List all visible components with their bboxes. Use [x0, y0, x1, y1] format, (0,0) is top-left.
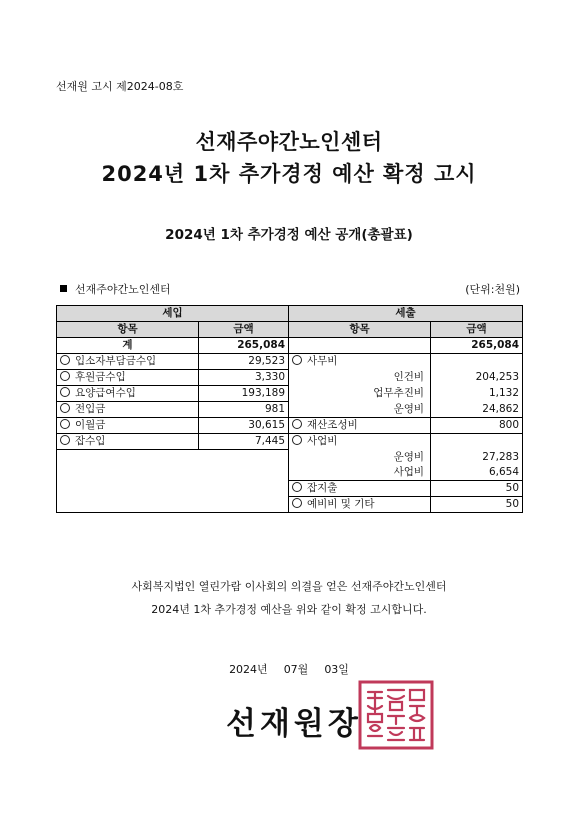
revenue-header: 세입 [57, 306, 289, 322]
circle-bullet-icon [292, 498, 302, 508]
table-row [57, 402, 523, 418]
notice-line1: 사회복지법인 열린가람 이사회의 의결을 얻은 선재주야간노인센터 [131, 580, 447, 593]
date-day: 03일 [324, 663, 349, 676]
expense-amount: 1,132 [431, 386, 523, 402]
revenue-amount: 193,189 [199, 386, 289, 402]
expense-total-label-cell [289, 338, 431, 354]
expense-amount: 204,253 [431, 370, 523, 386]
notice-line2: 2024년 1차 추가경정 예산을 위와 같이 확정 고시합니다. [151, 603, 427, 616]
table-row [57, 354, 523, 370]
revenue-amount: 30,615 [199, 418, 289, 434]
expense-amount: 50 [431, 480, 523, 496]
unit-label: (단위:천원) [465, 283, 520, 296]
notice-date [0, 661, 578, 677]
table-row [57, 434, 523, 450]
org-label [60, 281, 171, 297]
revenue-empty-block [57, 450, 289, 513]
circle-bullet-icon [60, 371, 70, 381]
page-title-line1: 선재주야간노인센터 [195, 130, 383, 154]
revenue-item: 전입금 [57, 402, 199, 418]
section-subtitle: 2024년 1차 추가경정 예산 공개(총괄표) [165, 227, 413, 243]
revenue-item: 입소자부담금수입 [57, 354, 199, 370]
circle-bullet-icon [60, 387, 70, 397]
table-subheader-row [57, 322, 523, 338]
revenue-amount-header: 금액 [199, 322, 289, 338]
revenue-item: 후원금수입 [57, 370, 199, 386]
seal-glyphs [368, 690, 424, 740]
expense-subitem: 인건비 [289, 370, 431, 386]
revenue-item: 잡수입 [57, 434, 199, 450]
revenue-amount: 29,523 [199, 354, 289, 370]
expense-amount-header: 금액 [431, 322, 523, 338]
official-seal-icon [358, 680, 434, 750]
expense-subitem: 운영비 [289, 402, 431, 418]
expense-item: 사업비 [289, 434, 431, 450]
expense-amount-empty [431, 354, 523, 370]
expense-amount: 800 [431, 418, 523, 434]
revenue-item-header: 항목 [57, 322, 199, 338]
expense-item: 잡지출 [289, 480, 431, 496]
circle-bullet-icon [292, 435, 302, 445]
circle-bullet-icon [60, 419, 70, 429]
expense-subitem: 사업비 [289, 465, 431, 481]
circle-bullet-icon [60, 403, 70, 413]
expense-item-header: 항목 [289, 322, 431, 338]
circle-bullet-icon [292, 482, 302, 492]
signer-name: 선재원장 [226, 706, 362, 742]
total-label: 계 [57, 338, 199, 354]
expense-header: 세출 [289, 306, 523, 322]
revenue-item: 요양급여수입 [57, 386, 199, 402]
revenue-total: 265,084 [199, 338, 289, 354]
expense-amount-empty [431, 434, 523, 450]
date-month: 07월 [283, 663, 309, 676]
expense-amount: 24,862 [431, 402, 523, 418]
expense-amount: 27,283 [431, 450, 523, 465]
document-number: 선재원 고시 제2024-08호 [56, 80, 184, 93]
expense-subitem: 업무추진비 [289, 386, 431, 402]
expense-amount: 50 [431, 496, 523, 512]
page-title-line2: 2024년 1차 추가경정 예산 확정 고시 [101, 162, 477, 186]
expense-amount: 6,654 [431, 465, 523, 481]
table-header-row [57, 306, 523, 322]
date-year: 2024년 [229, 663, 268, 676]
circle-bullet-icon [292, 419, 302, 429]
revenue-amount: 981 [199, 402, 289, 418]
budget-summary-table [56, 305, 523, 513]
square-bullet-icon [60, 285, 67, 292]
table-row [57, 450, 523, 465]
circle-bullet-icon [60, 355, 70, 365]
circle-bullet-icon [60, 435, 70, 445]
revenue-item: 이월금 [57, 418, 199, 434]
circle-bullet-icon [292, 355, 302, 365]
table-row [57, 386, 523, 402]
revenue-amount: 3,330 [199, 370, 289, 386]
table-row [57, 370, 523, 386]
revenue-amount: 7,445 [199, 434, 289, 450]
table-row [57, 418, 523, 434]
expense-item: 예비비 및 기타 [289, 496, 431, 512]
expense-subitem: 운영비 [289, 450, 431, 465]
total-row [57, 338, 523, 354]
expense-item: 재산조성비 [289, 418, 431, 434]
expense-total: 265,084 [431, 338, 523, 354]
org-label-text: 선재주야간노인센터 [75, 283, 171, 296]
expense-item: 사무비 [289, 354, 431, 370]
